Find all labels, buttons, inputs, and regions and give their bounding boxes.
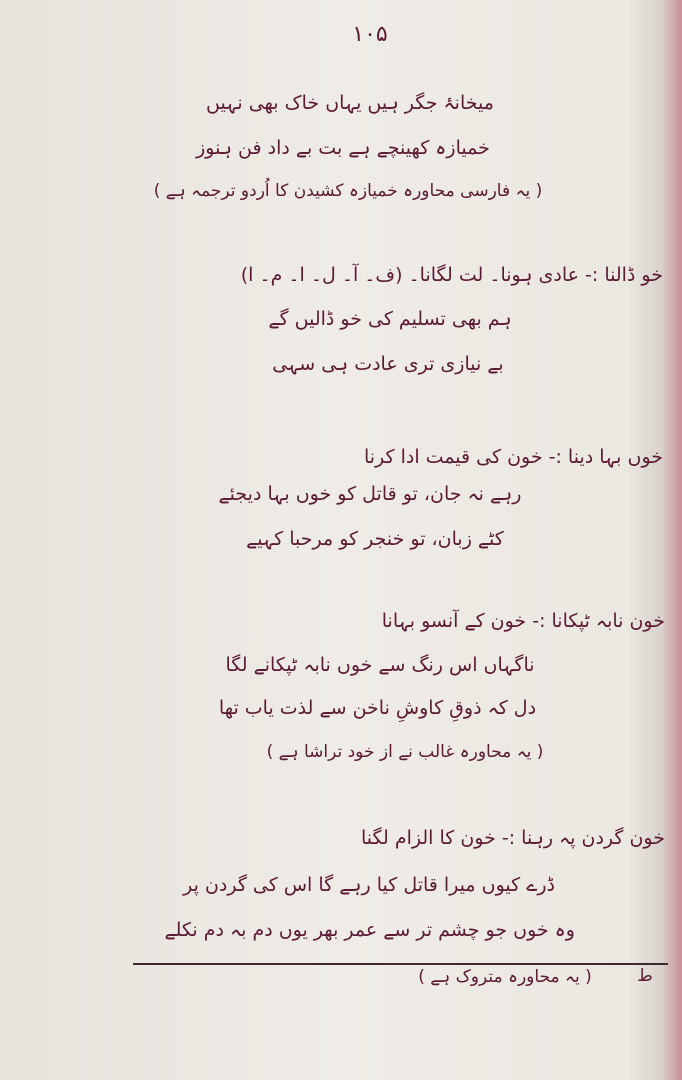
page-number: ۱۰۵ xyxy=(352,22,388,47)
entry-2-verse-2: کٹے زبان، تو خنجر کو مرحبا کہیے xyxy=(246,528,504,550)
entry-3-verse-2: دل کہ ذوقِ کاوشِ ناخن سے لذت یاب تھا xyxy=(218,697,537,719)
intro-note: ( یہ فارسی محاورہ خمیازہ کشیدن کا اُردو ترجمہ ہے ) xyxy=(153,181,543,201)
entry-1-verse-2: بے نیازی تری عادت ہی سہی xyxy=(272,353,504,375)
footnote-divider xyxy=(133,963,668,965)
entry-3-verse-1: ناگہاں اس رنگ سے خوں نابہ ٹپکانے لگا xyxy=(225,654,535,676)
entry-4-heading: خون گردن پہ رہنا :- خون کا الزام لگنا xyxy=(360,827,665,849)
entry-1-heading: خو ڈالنا :- عادی ہونا۔ لت لگانا۔ (ف۔ آ۔ ل۔ ا۔ م۔ ا) xyxy=(240,264,663,286)
entry-1-verse-1: ہم بھی تسلیم کی خو ڈالیں گے xyxy=(268,308,512,330)
entry-2-verse-1: رہے نہ جان، تو قاتل کو خوں بہا دیجئے xyxy=(218,483,522,505)
entry-4-verse-1: ڈرے کیوں میرا قاتل کیا رہے گا اس کی گردن پر xyxy=(183,874,555,896)
intro-verse-line-1: میخانۂ جگر ہیں یہاں خاک بھی نہیں xyxy=(206,92,494,114)
entry-4-verse-2: وہ خوں جو چشم تر سے عمر بھر یوں دم بہ دم نکلے xyxy=(164,919,575,941)
entry-3-heading: خون نابہ ٹپکانا :- خون کے آنسو بہانا xyxy=(381,610,665,632)
intro-verse-line-2: خمیازہ کھینچے ہے بت بے داد فن ہنوز xyxy=(196,137,490,159)
footnote-text: ( یہ محاورہ متروک ہے ) xyxy=(418,967,592,987)
entry-3-note: ( یہ محاورہ غالب نے از خود تراشا ہے ) xyxy=(266,742,544,762)
entry-2-heading: خوں بہا دینا :- خون کی قیمت ادا کرنا xyxy=(363,446,663,468)
footnote-marker: ط xyxy=(637,966,653,986)
